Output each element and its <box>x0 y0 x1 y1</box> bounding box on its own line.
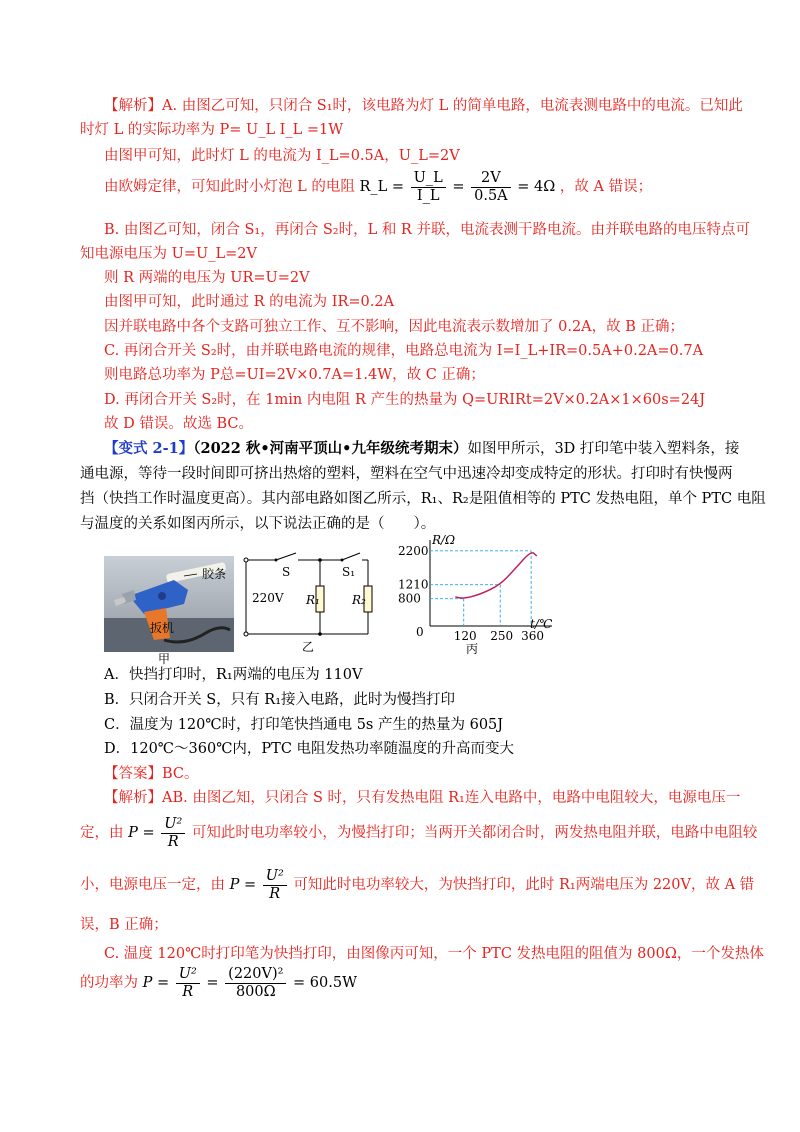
fraction <box>263 868 287 903</box>
r1-label: R₁ <box>306 593 320 607</box>
choice-c: C．温度为 120℃时，打印笔快挡通电 5s 产生的热量为 605J <box>104 717 504 733</box>
numerator: 2V <box>471 170 511 188</box>
analysis-line: 【解析】A. 由图乙可知，只闭合 S₁时，该电路为灯 L 的简单电路，电流表测电路中的电流。已知此 <box>104 98 743 114</box>
analysis-line: 知电源电压为 U=U_L=2V <box>80 246 257 262</box>
analysis-text: 可知此时电功率较小，为慢挡打印；当两开关都闭合时，两发热电阻并联，电路中电阻较 <box>191 825 758 841</box>
fraction <box>161 816 185 851</box>
analysis-text: 定，由 <box>80 825 124 841</box>
denominator: 0.5A <box>474 187 508 204</box>
x-axis-label: t/℃ <box>530 617 553 631</box>
analysis-text: ，故 A 错误； <box>559 179 653 195</box>
caption-c: 丙 <box>466 642 479 656</box>
denominator: I_L <box>416 187 440 204</box>
label-glue: 胶条 <box>202 567 227 581</box>
analysis-line: C. 再闭合开关 S₂时，由并联电路电流的规律，电路总电流为 I=I_L+IR=0.5A+0.2A=0.7A <box>104 343 704 359</box>
analysis-line: 由图甲可知，此时通过 R 的电流为 IR=0.2A <box>104 294 395 310</box>
analysis-line: 故 D 错误。故选 BC。 <box>104 416 253 432</box>
formula-result: = 4Ω <box>517 179 556 195</box>
question-tag: 【变式 2-1】 <box>104 440 194 457</box>
analysis-line: 误，B 正确； <box>80 917 168 933</box>
switch-s-label: S <box>282 565 291 579</box>
question-line: 与温度的关系如图丙所示，以下说法正确的是（ ）。 <box>80 516 436 532</box>
analysis-line: C. 温度 120℃时打印笔为快挡打印，由图像丙可知，一个 PTC 发热电阻的阻值为 800Ω，一个发热体 <box>104 946 764 962</box>
ptc-chart <box>394 534 554 642</box>
power-line <box>80 860 754 910</box>
formula-lhs: P = <box>128 825 155 841</box>
switch-s1-label: S₁ <box>342 565 356 579</box>
answer <box>104 763 199 785</box>
numerator: U² <box>263 868 287 886</box>
pen-photo-image <box>104 556 234 652</box>
choice-a: A．快挡打印时，R₁两端的电压为 110V <box>104 667 363 683</box>
fraction <box>176 966 200 1001</box>
circuit-diagram <box>238 550 384 650</box>
question-line <box>104 438 739 460</box>
y-tick-label: 1210 <box>398 577 429 592</box>
denominator: R <box>182 983 194 1000</box>
numerator: (220V)² <box>225 966 286 984</box>
formula-result: = 60.5W <box>293 975 357 991</box>
r2-label: R₂ <box>352 593 366 607</box>
analysis-line: 【解析】AB. 由图乙知，只闭合 S 时，只有发热电阻 R₁连入电路中，电路中电阻较大，电源电压一 <box>104 790 741 806</box>
fraction <box>225 966 286 1001</box>
resistance-curve <box>455 553 536 598</box>
power-calc-line: 的功率为 P = $\frac{\text{U²}}{R}$ = $\frac{\text{(220V)²}}{800\Omega}$ = 60.5W <box>80 965 357 1000</box>
x-tick-label: 250 <box>490 629 514 642</box>
numerator: U² <box>176 966 200 984</box>
analysis-line: B. 由图乙可知，闭合 S₁，再闭合 S₂时，L 和 R 并联，电流表测干路电流。由并联电路的电压特点可 <box>104 222 750 238</box>
numerator: U² <box>161 816 185 834</box>
power-line <box>80 808 757 858</box>
question-text: 如图甲所示，3D 打印笔中装入塑料条，接 <box>467 441 740 457</box>
ohm-law-line: 由欧姆定律，可知此时小灯泡 L 的电阻 R_L = $\frac{U\_L}{I\_L}$ = $\frac{2V}{0.5A}$ = 4Ω ，故 A 错误； <box>104 169 653 204</box>
voltage-label: 220V <box>252 591 284 605</box>
analysis-text: 小，电源电压一定，由 <box>80 877 225 893</box>
analysis-text: 可知此时电功率较大，为快挡打印，此时 R₁两端电压为 220V，故 A 错 <box>293 877 755 893</box>
denominator: R <box>269 885 281 902</box>
analysis-line: D. 再闭合开关 S₂时，在 1min 内电阻 R 产生的热量为 Q=URIRt=2V×0.2A×1×60s=24J <box>104 392 706 408</box>
fraction <box>411 170 446 205</box>
y-axis-label: R/Ω <box>432 534 456 547</box>
analysis-line: 时灯 L 的实际功率为 P= U_L I_L =1W <box>80 122 344 138</box>
analysis-line: 由图甲可知，此时灯 L 的电流为 I_L=0.5A，U_L=2V <box>104 148 460 164</box>
denominator: 800Ω <box>235 983 276 1000</box>
choice-b: B．只闭合开关 S，只有 R₁接入电路，此时为慢挡打印 <box>104 692 456 708</box>
denominator: R <box>167 833 179 850</box>
analysis-line: 则电路总功率为 P总=UI=2V×0.7A=1.4W，故 C 正确； <box>104 367 485 383</box>
numerator: U_L <box>411 170 446 188</box>
y-tick-label: 800 <box>398 591 421 606</box>
choice-d: D．120℃～360℃内，PTC 电阻发热功率随温度的升高而变大 <box>104 741 515 757</box>
question-source: （2022 秋•河南平顶山•九年级统考期末） <box>193 440 468 457</box>
question-line: 通电源，等待一段时间即可挤出热熔的塑料，塑料在空气中迅速冷却变成特定的形状。打印时有快慢两 <box>80 466 733 482</box>
caption-a: 甲 <box>158 652 171 666</box>
answer-text: 【答案】BC。 <box>104 766 199 782</box>
y-tick-label: 2200 <box>398 543 429 558</box>
formula-lhs: R_L = <box>359 179 405 195</box>
formula-lhs: P = <box>229 877 257 893</box>
pen-photo <box>104 556 234 652</box>
formula-lhs: P = <box>142 975 170 991</box>
y-tick-label: 0 <box>416 625 424 639</box>
analysis-text: 由欧姆定律，可知此时小灯泡 L 的电阻 <box>104 179 355 195</box>
analysis-text: 的功率为 <box>80 975 138 991</box>
label-trigger: 扳机 <box>150 621 175 635</box>
x-tick-label: 120 <box>453 629 477 642</box>
question-line: 挡（快挡工作时温度更高）。其内部电路如图乙所示，R₁、R₂是阻值相等的 PTC 发热电阻，单个 PTC 电阻 <box>80 491 766 507</box>
caption-b: 乙 <box>302 640 315 654</box>
x-tick-label: 360 <box>521 629 545 642</box>
analysis-line: 因并联电路中各个支路可独立工作、互不影响，因此电流表示数增加了 0.2A，故 B 正确； <box>104 319 685 335</box>
analysis-line: 则 R 两端的电压为 UR=U=2V <box>104 270 310 286</box>
fraction <box>471 170 511 205</box>
